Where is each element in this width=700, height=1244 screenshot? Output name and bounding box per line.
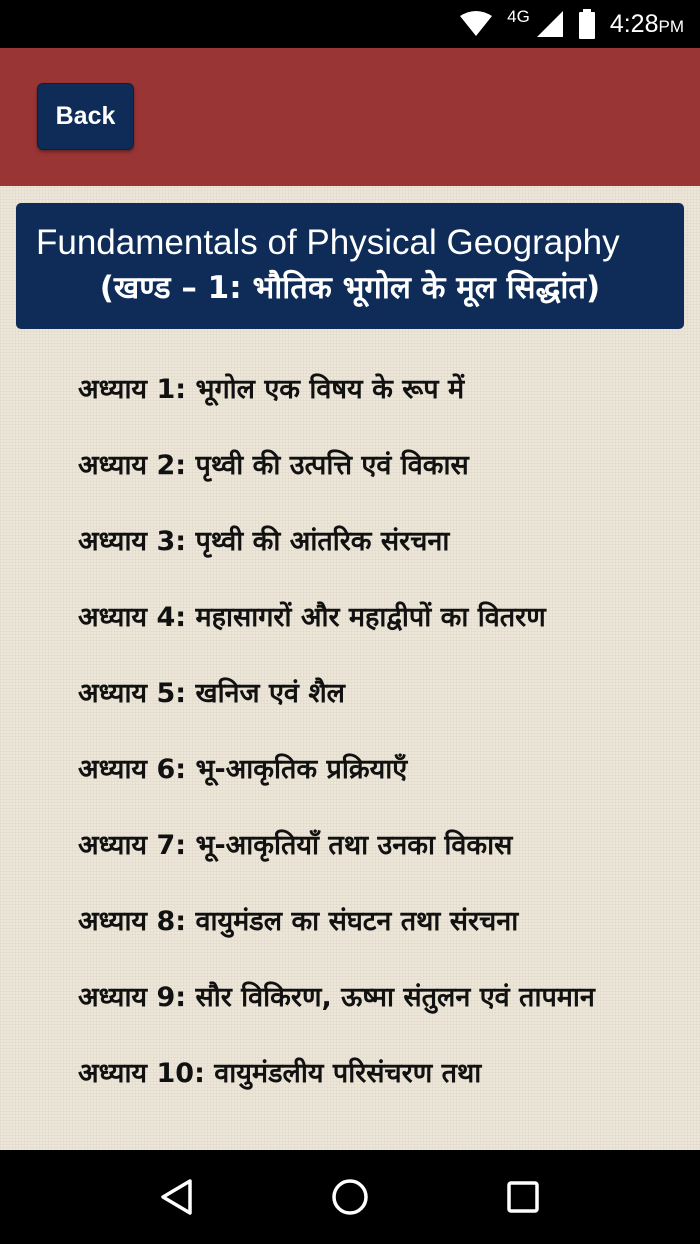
chapter-item-5[interactable]: अध्याय 5: खनिज एवं शैल	[78, 678, 345, 709]
chapter-item-1[interactable]: अध्याय 1: भूगोल एक विषय के रूप में	[78, 374, 465, 405]
book-title-card	[16, 203, 684, 329]
home-circle-icon[interactable]	[310, 1157, 390, 1237]
chapter-item-10[interactable]: अध्याय 10: वायुमंडलीय परिसंचरण तथा	[78, 1058, 482, 1089]
chapter-item-3[interactable]: अध्याय 3: पृथ्वी की आंतरिक संरचना	[78, 526, 450, 557]
cellular-signal-icon	[536, 10, 564, 38]
clock	[610, 10, 684, 39]
chapter-item-4[interactable]: अध्याय 4: महासागरों और महाद्वीपों का वितरण	[78, 602, 546, 633]
battery-icon	[578, 9, 596, 39]
status-bar	[0, 0, 700, 48]
chapter-item-9[interactable]: अध्याय 9: सौर विकिरण, ऊष्मा संतुलन एवं तापमान	[78, 982, 595, 1013]
back-triangle-icon[interactable]	[137, 1157, 217, 1237]
wifi-icon	[459, 11, 493, 37]
book-title-hindi: (खण्ड – 1: भौतिक भूगोल के मूल सिद्धांत)	[99, 270, 601, 306]
chapter-item-6[interactable]: अध्याय 6: भू-आकृतिक प्रक्रियाएँ	[78, 754, 408, 785]
chapter-list	[78, 360, 678, 1150]
clock-time: 4:28	[609, 9, 659, 38]
chapter-item-2[interactable]: अध्याय 2: पृथ्वी की उत्पत्ति एवं विकास	[78, 450, 469, 481]
chapter-item-7[interactable]: अध्याय 7: भू-आकृतियाँ तथा उनका विकास	[78, 830, 513, 861]
recents-square-icon[interactable]	[483, 1157, 563, 1237]
book-title-english: Fundamentals of Physical Geography	[36, 223, 620, 262]
app-header	[0, 48, 700, 186]
navigation-bar	[0, 1150, 700, 1244]
back-button[interactable]: Back	[37, 83, 134, 150]
chapter-item-8[interactable]: अध्याय 8: वायुमंडल का संघटन तथा संरचना	[78, 906, 519, 937]
clock-ampm: PM	[658, 16, 684, 36]
network-type-label: 4G	[507, 7, 530, 26]
